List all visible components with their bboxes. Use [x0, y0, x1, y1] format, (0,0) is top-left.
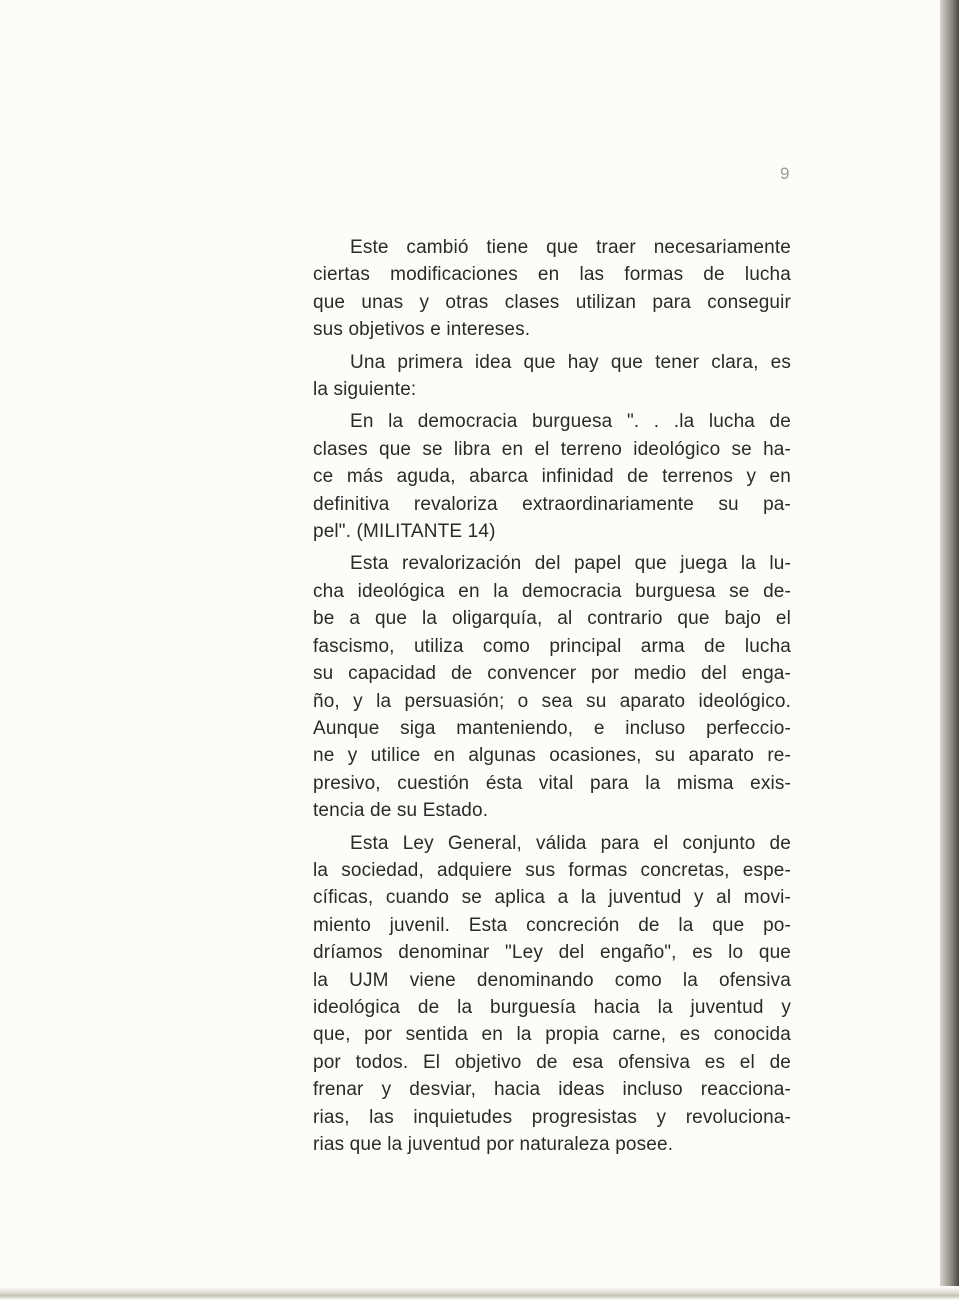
text-line: ce más aguda, abarca infinidad de terrenos y en — [313, 466, 791, 488]
text-line: Este cambió tiene que traer necesariamente — [350, 237, 791, 258]
text-line: la sociedad, adquiere sus formas concretas, espe- — [313, 859, 791, 881]
text-line: Esta Ley General, válida para el conjunto de — [350, 832, 791, 854]
text-line: ño, y la persuasión; o sea su aparato ideológico. — [313, 690, 791, 712]
text-line: la siguiente: — [313, 379, 417, 401]
text-line: la UJM viene denominando como la ofensiva — [313, 969, 791, 991]
text-line: tencia de su Estado. — [313, 800, 489, 822]
text-line: ciertas modificaciones en las formas de lucha — [313, 264, 791, 286]
text-line: definitiva revaloriza extraordinariamente su pa- — [313, 493, 791, 515]
text-line: Una primera idea que hay que tener clara, es — [350, 351, 791, 373]
text-line: que unas y otras clases utilizan para conseguir — [313, 291, 791, 313]
text-line: rias que la juventud por naturaleza posee. — [313, 1134, 674, 1155]
text-line: clases que se libra en el terreno ideológico se ha- — [313, 438, 791, 460]
paragraph — [313, 349, 791, 404]
paragraph — [313, 234, 791, 344]
text-line: rias, las inquietudes progresistas y revoluciona- — [313, 1106, 791, 1128]
paragraph — [313, 408, 791, 545]
text-line: pel". (MILITANTE 14) — [313, 521, 496, 543]
page-bottom-edge — [0, 1286, 959, 1300]
page-number: 9 — [780, 164, 790, 183]
text-line: fascismo, utiliza como principal arma de lucha — [313, 635, 791, 657]
paragraph — [313, 550, 791, 824]
text-line: por todos. El objetivo de esa ofensiva es el de — [313, 1051, 791, 1073]
text-line: sus objetivos e intereses. — [313, 319, 531, 341]
text-line: Esta revalorización del papel que juega la lu- — [350, 553, 791, 575]
text-line: be a que la oligarquía, al contrario que bajo el — [313, 608, 791, 630]
text-line: su capacidad de convencer por medio del enga- — [313, 663, 791, 685]
page-edge-shadow — [940, 0, 959, 1300]
text-line: presivo, cuestión ésta vital para la misma exis- — [313, 772, 791, 794]
text-line: cha ideológica en la democracia burguesa se de- — [313, 580, 791, 602]
text-line: miento juvenil. Esta concreción de la que po- — [313, 914, 791, 936]
text-line: ideológica de la burguesía hacia la juventud y — [313, 996, 791, 1018]
text-line: frenar y desviar, hacia ideas incluso reacciona- — [313, 1079, 791, 1101]
paragraph — [313, 830, 791, 1159]
body-text — [313, 234, 791, 1158]
text-line: Aunque siga manteniendo, e incluso perfeccio- — [313, 717, 791, 739]
text-line: ne y utilice en algunas ocasiones, su aparato re- — [313, 745, 791, 767]
text-line: dríamos denominar "Ley del engaño", es lo que — [313, 942, 791, 964]
text-line: En la democracia burguesa ". . .la lucha de — [350, 411, 791, 433]
text-line: que, por sentida en la propia carne, es conocida — [313, 1024, 791, 1046]
text-line: cíficas, cuando se aplica a la juventud y al movi- — [313, 887, 791, 909]
